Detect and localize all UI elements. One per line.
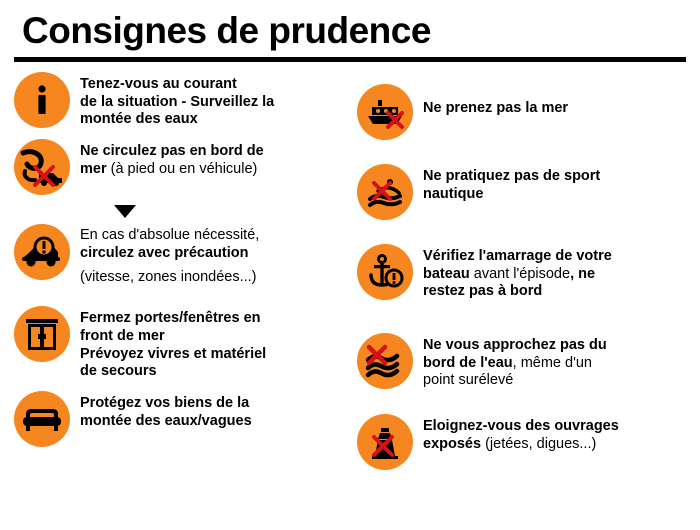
no-driving-seafront-icon	[19, 147, 65, 187]
anchor-caution-icon	[365, 253, 405, 291]
title-divider	[14, 57, 686, 62]
advice-text: En cas d'absolue nécessité, circulez avec précaution (vitesse, zones inondées...)	[80, 226, 260, 286]
advice-item-stay-informed	[14, 72, 343, 129]
advice-text: Protégez vos biens de la montée des eaux/vagues	[80, 395, 252, 429]
no-boat-icon	[364, 95, 406, 129]
right-column	[357, 72, 686, 480]
advice-item-no-water-sports	[357, 164, 686, 220]
advice-text: Ne prenez pas la mer	[423, 99, 569, 116]
advice-text: Tenez-vous au courant de la situation - Surveillez la montée des eaux	[80, 75, 275, 128]
advice-text: Ne pratiquez pas de sport nautique	[423, 167, 601, 202]
sofa-icon	[21, 404, 63, 434]
info-badge	[14, 72, 70, 128]
advice-item-check-mooring	[357, 244, 686, 301]
info-icon	[22, 80, 62, 120]
close-shutters-badge	[14, 306, 70, 362]
advice-text: Vérifiez l'amarrage de votre bateau avant l'épisode, ne restez pas à bord	[423, 247, 612, 300]
advice-item-drive-with-caution	[14, 224, 343, 286]
flow-arrow	[14, 205, 343, 218]
sofa-badge	[14, 391, 70, 447]
no-waves-badge	[357, 333, 413, 389]
no-waves-icon	[364, 344, 406, 378]
advice-item-close-windows	[14, 306, 343, 381]
advice-item-no-seafront-travel	[14, 139, 343, 195]
advice-text: Ne circulez pas en bord de mer (à pied ou en véhicule)	[80, 142, 264, 177]
left-column	[14, 72, 343, 480]
advice-item-stay-away-water	[357, 333, 686, 390]
advice-item-protect-belongings	[14, 391, 343, 447]
page-title: Consignes de prudence	[22, 10, 431, 51]
advice-text: Ne vous approchez pas du bord de l'eau, même d'un point surélevé	[423, 336, 607, 389]
close-shutters-icon	[23, 315, 61, 353]
car-caution-icon	[20, 235, 64, 269]
advice-text: Fermez portes/fenêtres en front de mer Prévoyez vivres et matériel de secours	[80, 310, 267, 380]
no-water-sport-badge	[357, 164, 413, 220]
no-driving-seafront-badge	[14, 139, 70, 195]
advice-text: Eloignez-vous des ouvrages exposés (jetées, digues...)	[423, 417, 619, 452]
no-boat-badge	[357, 84, 413, 140]
advice-item-avoid-structures	[357, 414, 686, 470]
arrow-down-icon	[114, 205, 136, 218]
advice-item-no-boating	[357, 84, 686, 140]
no-water-sport-icon	[364, 175, 406, 209]
anchor-caution-badge	[357, 244, 413, 300]
car-caution-badge	[14, 224, 70, 280]
no-lighthouse-badge	[357, 414, 413, 470]
no-lighthouse-icon	[366, 423, 404, 461]
content-columns	[14, 72, 686, 480]
